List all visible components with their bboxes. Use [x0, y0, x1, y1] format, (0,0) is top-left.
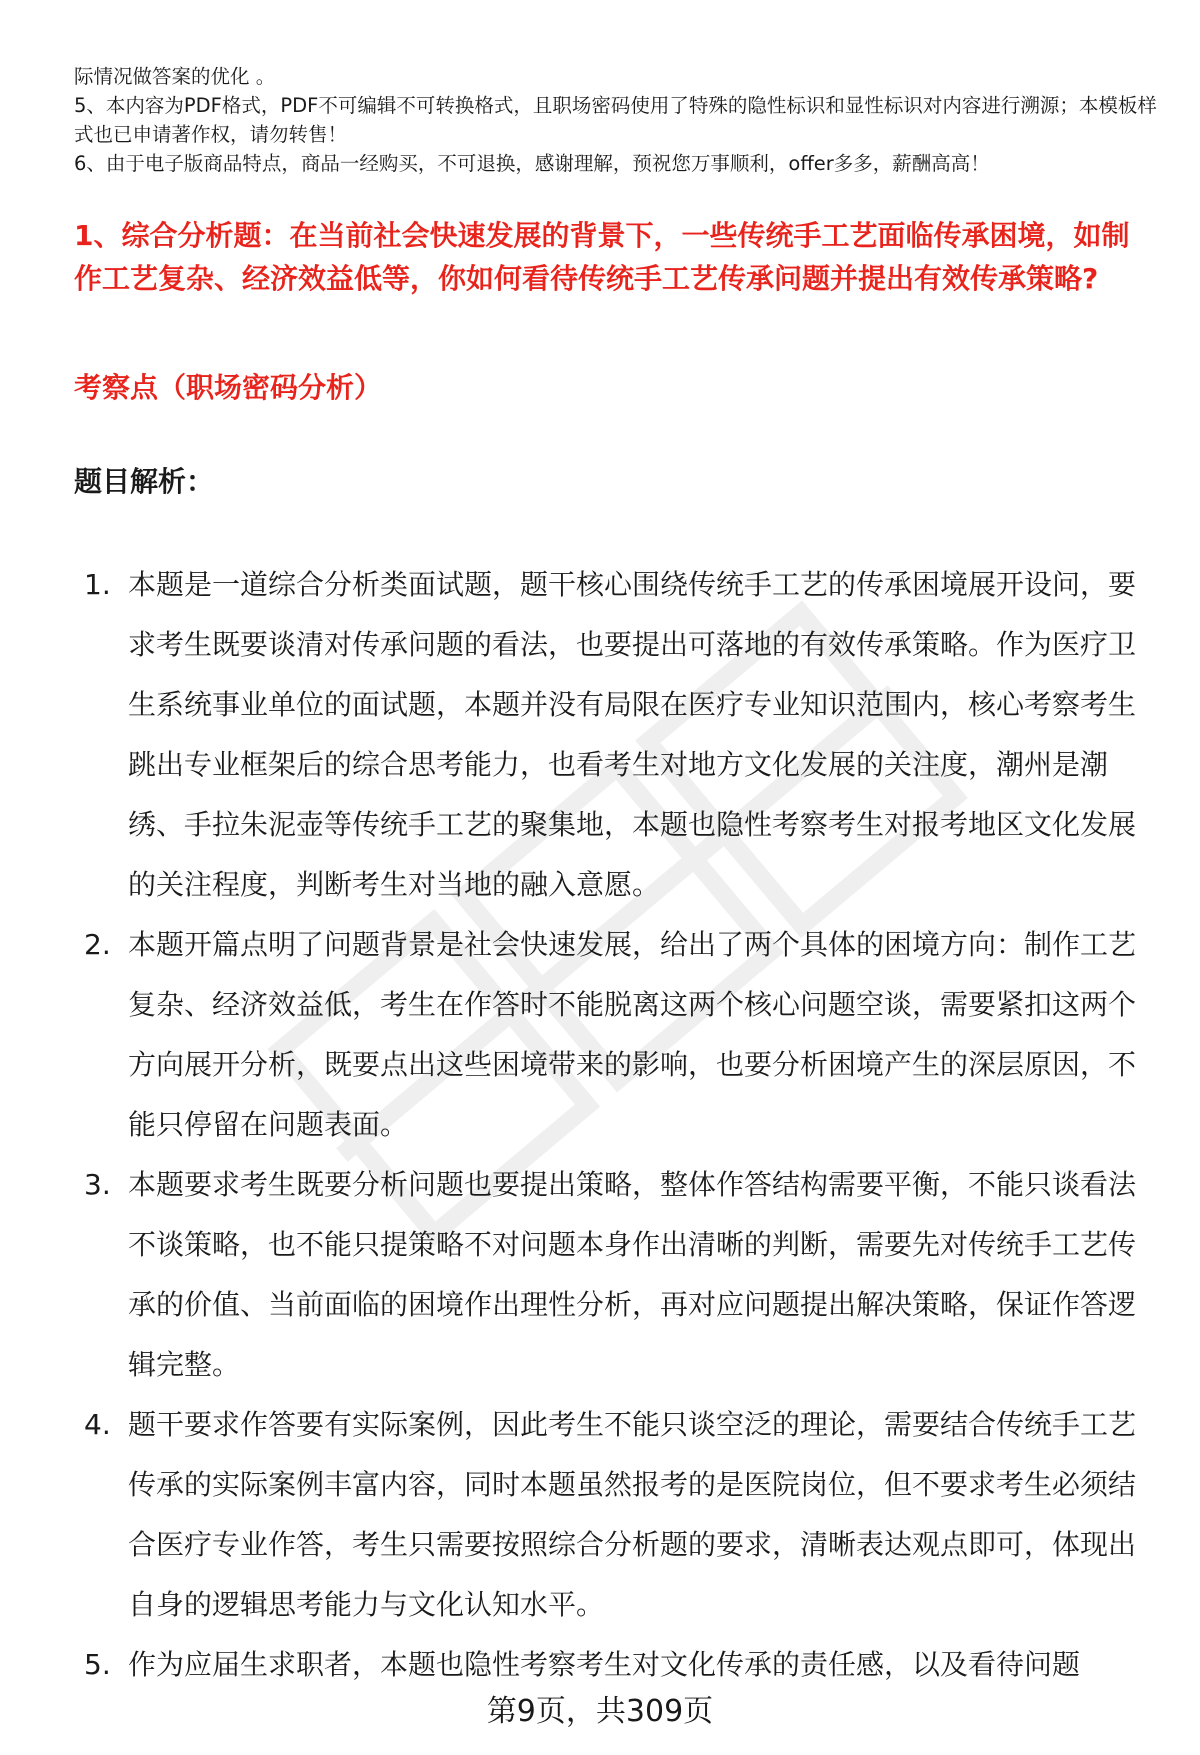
list-item-number: 1. [84, 568, 111, 601]
page-footer: 第9页，共309页 [486, 1694, 714, 1729]
list-item-text: 本题是一道综合分析类面试题，题干核心围绕传统手工艺的传承困境展开设问，要求考生既要谈清对传承问题的看法，也要提出可落地的有效传承策略。作为医疗卫生系统事业单位的面试题，本题并没有局限在医疗专业知识范围内，核心考察考生跳出专业框架后的综合思考能力，也看考生对地方文化发展的关注度，潮州是潮绣、手拉朱泥壶等传统手工艺的聚集地，本题也隐性考察考生对报考地区文化发展的关注程度，判断考生对当地的融入意愿。 [128, 568, 1137, 901]
list-item-text: 本题要求考生既要分析问题也要提出策略，整体作答结构需要平衡，不能只谈看法不谈策略，也不能只提策略不对问题本身作出清晰的判断，需要先对传统手工艺传承的价值、当前面临的困境作出理性分析，再对应问题提出解决策略，保证作答逻辑完整。 [128, 1168, 1137, 1381]
list-item-number: 5. [84, 1648, 111, 1681]
list-item-number: 4. [84, 1408, 111, 1441]
note-line: 5、本内容为PDF格式，PDF不可编辑不可转换格式，且职场密码使用了特殊的隐性标识和显性标识对内容进行溯源；本模板样式也已申请著作权，请勿转售！ [74, 94, 1157, 146]
list-item-text: 题干要求作答要有实际案例，因此考生不能只谈空泛的理论，需要结合传统手工艺传承的实际案例丰富内容，同时本题虽然报考的是医院岗位，但不要求考生必须结合医疗专业作答，考生只需要按照综合分析题的要求，清晰表达观点即可，体现出自身的逻辑思考能力与文化认知水平。 [128, 1408, 1137, 1621]
list-item-text: 本题开篇点明了问题背景是社会快速发展，给出了两个具体的困境方向：制作工艺复杂、经济效益低，考生在作答时不能脱离这两个核心问题空谈，需要紧扣这两个方向展开分析，既要点出这些困境带来的影响，也要分析困境产生的深层原因，不能只停留在问题表面。 [128, 928, 1137, 1141]
note-line: 6、由于电子版商品特点，商品一经购买，不可退换，感谢理解，预祝您万事顺利，offer多多，薪酬高高！ [74, 152, 990, 175]
section-heading-kaocha: 考察点（职场密码分析） [74, 371, 383, 404]
list-item [80, 915, 1150, 1155]
list-item [80, 1155, 1150, 1395]
list-item [80, 555, 1150, 915]
list-item-text: 作为应届生求职者，本题也隐性考察考生对文化传承的责任感，以及看待问题 [128, 1648, 1081, 1681]
list-item-number: 3. [84, 1168, 111, 1201]
list-item-number: 2. [84, 928, 111, 961]
analysis-list [80, 555, 1150, 1695]
question-title: 1、综合分析题：在当前社会快速发展的背景下，一些传统手工艺面临传承困境，如制作工艺复杂、经济效益低等，你如何看待传统手工艺传承问题并提出有效传承策略? [74, 219, 1130, 295]
list-item [80, 1395, 1150, 1635]
notes-block [74, 62, 1164, 178]
section-heading-timu: 题目解析： [74, 465, 215, 498]
note-line: 际情况做答案的优化 。 [74, 65, 276, 88]
